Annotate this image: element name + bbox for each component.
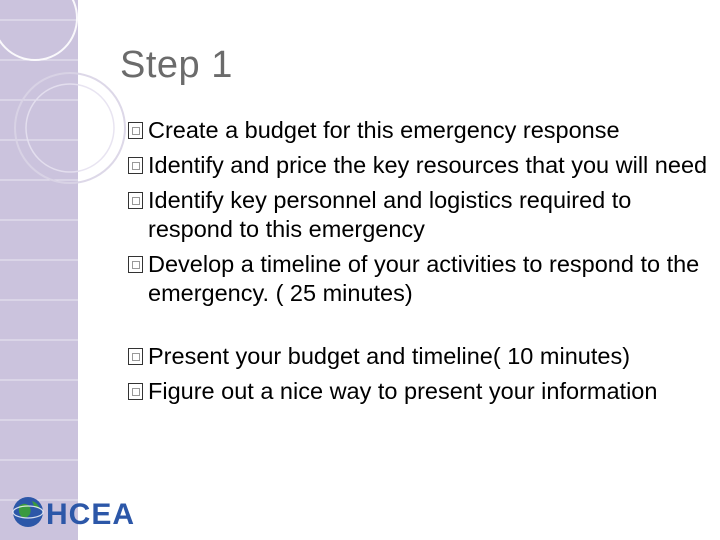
bullet-item: Create a budget for this emergency response	[128, 116, 708, 145]
side-band-decoration	[0, 0, 78, 540]
slide-title: Step 1	[120, 44, 233, 86]
bullet-list	[128, 116, 708, 412]
bullet-marker-icon	[128, 157, 143, 174]
bullet-marker-icon	[128, 192, 143, 209]
bullet-marker-icon	[128, 256, 143, 273]
bullet-marker-icon	[128, 122, 143, 139]
bullet-item: Identify and price the key resources that you will need	[128, 151, 708, 180]
bullet-item: Figure out a nice way to present your information	[128, 377, 708, 406]
logo-text: HCEA	[46, 498, 136, 531]
side-band	[0, 0, 78, 540]
hcea-logo	[10, 492, 190, 532]
bullet-item: Develop a timeline of your activities to respond to the emergency. ( 25 minutes)	[128, 250, 708, 308]
bullet-marker-icon	[128, 383, 143, 400]
bullet-item: Present your budget and timeline( 10 minutes)	[128, 342, 708, 371]
bullet-item: Identify key personnel and logistics required to respond to this emergency	[128, 186, 708, 244]
bullet-marker-icon	[128, 348, 143, 365]
